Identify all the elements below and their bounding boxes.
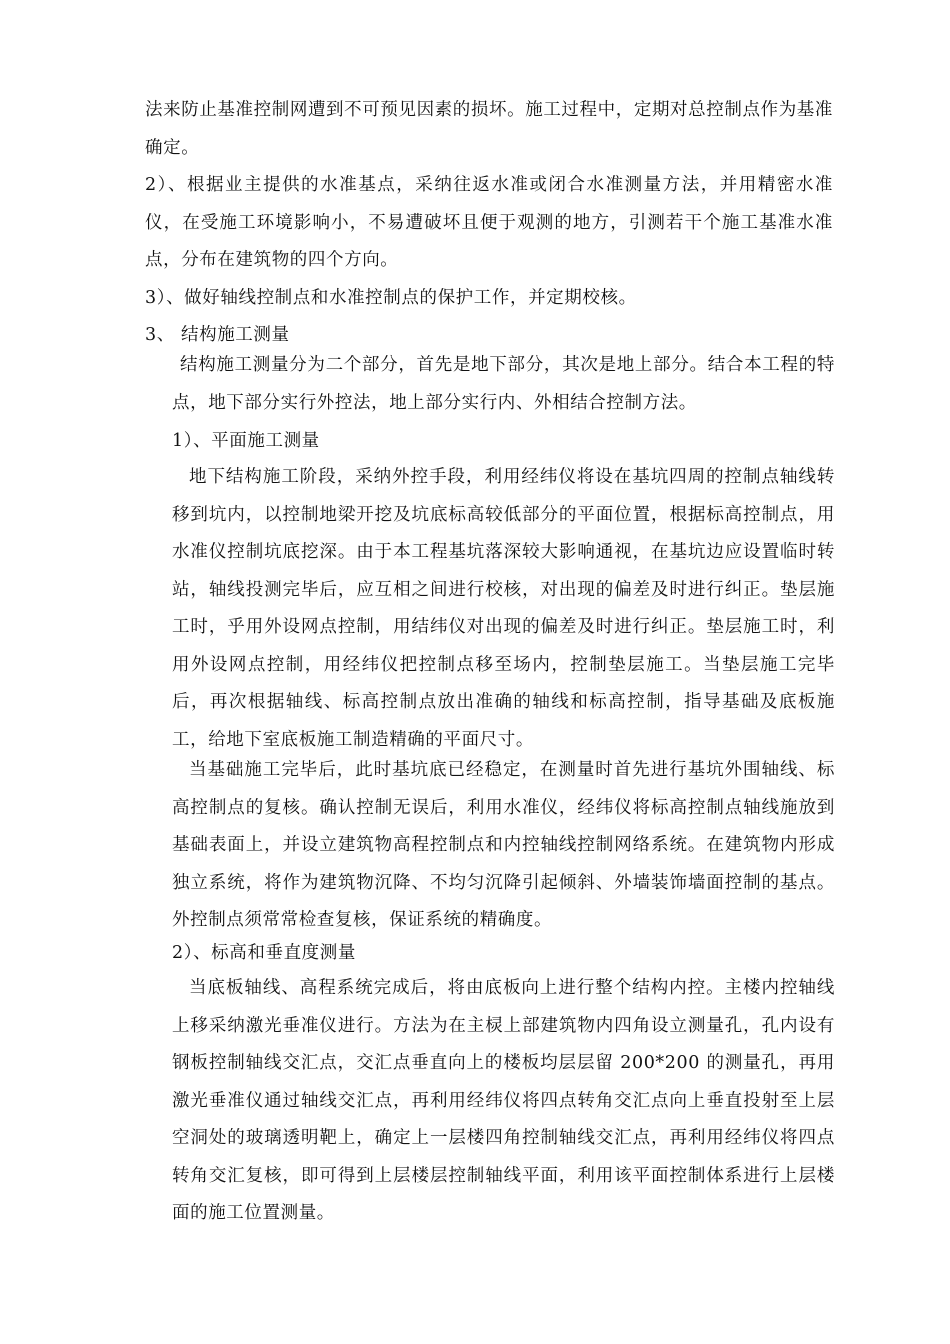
paragraph-underground-construction: 地下结构施工阶段，采纳外控手段，利用经纬仪将设在基坑四周的控制点轴线转移到坑内，以控制地梁开挖及坑底标高较低部分的平面位置，根据标高控制点，用水准仪控制坑底挖深。由于本工程基坑落深较大影响通视，在基坑边应设置临时转站，轴线投测完毕后，应互相之间进行校核，对出现的偏差及时进行纠正。垫层施工时，乎用外设网点控制，用结纬仪对出现的偏差及时进行纠正。垫层施工时，利用外设网点控制，用经纬仪把控制点移至场内，控制垫层施工。当垫层施工完毕后，再次根据轴线、标高控制点放出准确的轴线和标高控制，指导基础及底板施工，给地下室底板施工制造精确的平面尺寸。 <box>172 467 835 750</box>
paragraph-foundation-complete: 当基础施工完毕后，此时基坑底已经稳定，在测量时首先进行基坑外围轴线、标高控制点的复核。确认控制无误后，利用水准仪，经纬仪将标高控制点轴线施放到基础表面上，并设立建筑物高程控制点和内控轴线控制网络系统。在建筑物内形成独立系统，将作为建筑物沉降、不均匀沉降引起倾斜、外墙装饰墙面控制的基点。外控制点须常常检查复核，保证系统的精确度。 <box>172 760 835 930</box>
paragraph-item-2: 2）、根据业主提供的水准基点，采纳往返水准或闭合水准测量方法，并用精密水准仪，在受施工环境影响小，不易遭破坏且便于观测的地方，引测若干个施工基准水准点，分布在建筑物的四个方向。 <box>145 175 833 270</box>
section-heading-structure-survey: 3、 结构施工测量 <box>145 325 290 345</box>
subheading-elevation-verticality: 2）、标高和垂直度测量 <box>172 943 356 963</box>
paragraph-continuation: 法来防止基准控制网遭到不可预见因素的损坏。施工过程中，定期对总控制点作为基准确定。 <box>145 100 833 158</box>
paragraph-item-3: 3）、做好轴线控制点和水准控制点的保护工作，并定期校核。 <box>145 288 637 308</box>
paragraph-inner-control: 当底板轴线、高程系统完成后，将由底板向上进行整个结构内控。主楼内控轴线上移采纳激光垂准仪进行。方法为在主棂上部建筑物内四角设立测量孔，孔内设有钢板控制轴线交汇点，交汇点垂直向上的楼板均层层留 200*200 的测量孔，再用激光垂准仪通过轴线交汇点，再利用经纬仪将四点转角交汇点向上垂直投射至上层空洞处的玻璃透明靶上，确定上一层楼四角控制轴线交汇点，再利用经纬仪将四点转角交汇复核，即可得到上层楼层控制轴线平面，利用该平面控制体系进行上层楼面的施工位置测量。 <box>172 978 835 1223</box>
subheading-plane-survey: 1）、平面施工测量 <box>172 431 320 451</box>
paragraph-structure-intro: 结构施工测量分为二个部分，首先是地下部分，其次是地上部分。结合本工程的特点，地下部分实行外控法，地上部分实行内、外相结合控制方法。 <box>172 355 835 413</box>
